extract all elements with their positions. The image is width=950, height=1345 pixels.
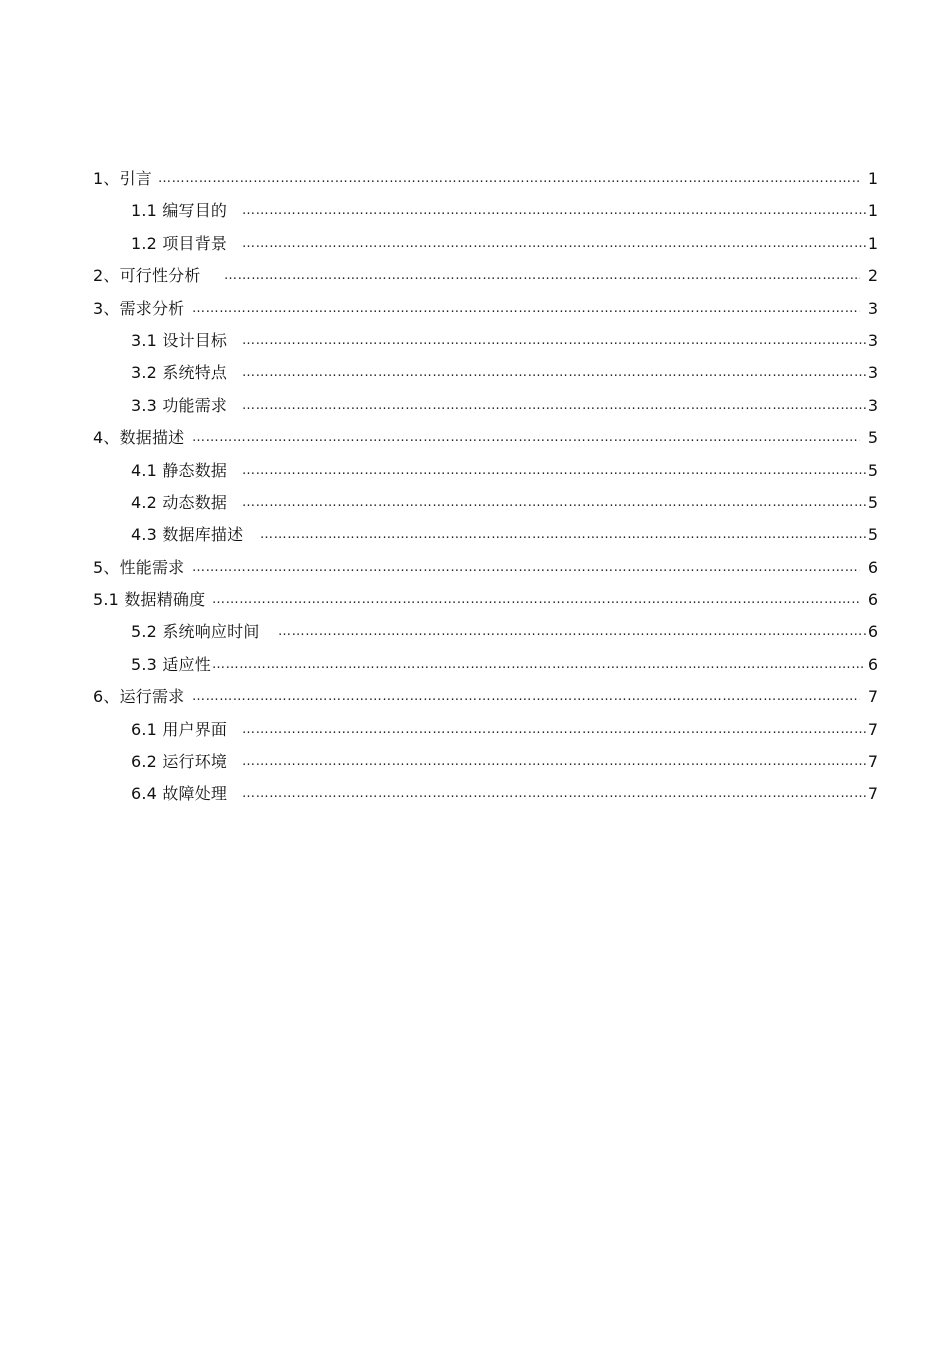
- toc-entry-label: 3.2 系统特点: [131, 357, 227, 389]
- toc-entry[interactable]: [0, 746, 950, 778]
- dot-leader: [158, 163, 860, 195]
- toc-entry[interactable]: [0, 293, 950, 325]
- toc-entry[interactable]: [0, 325, 950, 357]
- toc-entry-label: 5.2 系统响应时间: [131, 616, 260, 648]
- toc-entry[interactable]: [0, 649, 950, 681]
- toc-entry-label: 4.3 数据库描述: [131, 519, 243, 551]
- dot-leader: [224, 260, 860, 292]
- toc-page-number: 5: [868, 422, 878, 454]
- toc-entry-label: 1.1 编写目的: [131, 195, 227, 227]
- toc-entry-label: 3.1 设计目标: [131, 325, 227, 357]
- toc-entry-label: 6.2 运行环境: [131, 746, 227, 778]
- toc-page-number: 1: [868, 195, 878, 227]
- toc-entry-label: 6.4 故障处理: [131, 778, 227, 810]
- toc-entry[interactable]: [0, 487, 950, 519]
- dot-leader: [212, 649, 866, 681]
- toc-page-number: 3: [868, 357, 878, 389]
- toc-page-number: 5: [868, 455, 878, 487]
- toc-entry[interactable]: [0, 552, 950, 584]
- toc-entry-label: 3.3 功能需求: [131, 390, 227, 422]
- toc-page-number: 6: [868, 584, 878, 616]
- toc-page-number: 2: [868, 260, 878, 292]
- dot-leader: [192, 552, 860, 584]
- toc-page-number: 7: [868, 681, 878, 713]
- toc-entry[interactable]: [0, 584, 950, 616]
- toc-entry[interactable]: [0, 616, 950, 648]
- toc-page-number: 7: [868, 778, 878, 810]
- dot-leader: [212, 584, 860, 616]
- toc-entry[interactable]: [0, 519, 950, 551]
- toc-page-number: 3: [868, 293, 878, 325]
- toc-page-number: 7: [868, 746, 878, 778]
- toc-entry[interactable]: [0, 195, 950, 227]
- toc-page-number: 6: [868, 649, 878, 681]
- dot-leader: [192, 293, 860, 325]
- toc-page-number: 5: [868, 519, 878, 551]
- dot-leader: [242, 325, 866, 357]
- toc-entry[interactable]: [0, 714, 950, 746]
- toc-entry[interactable]: [0, 681, 950, 713]
- toc-entry[interactable]: [0, 422, 950, 454]
- dot-leader: [242, 228, 866, 260]
- toc-entry-label: 1.2 项目背景: [131, 228, 227, 260]
- toc-entry[interactable]: [0, 260, 950, 292]
- toc-entry[interactable]: [0, 390, 950, 422]
- dot-leader: [242, 487, 866, 519]
- toc-entry-label: 5.3 适应性: [131, 649, 211, 681]
- dot-leader: [242, 455, 866, 487]
- dot-leader: [242, 195, 866, 227]
- dot-leader: [278, 616, 866, 648]
- toc-entry[interactable]: [0, 455, 950, 487]
- toc-page-number: 5: [868, 487, 878, 519]
- dot-leader: [242, 746, 866, 778]
- dot-leader: [192, 681, 860, 713]
- toc-entry-label: 4.2 动态数据: [131, 487, 227, 519]
- toc-page-number: 3: [868, 325, 878, 357]
- table-of-contents: [0, 163, 950, 811]
- dot-leader: [242, 390, 866, 422]
- toc-page-number: 6: [868, 552, 878, 584]
- toc-page-number: 1: [868, 228, 878, 260]
- toc-entry[interactable]: [0, 778, 950, 810]
- toc-entry-label: 4.1 静态数据: [131, 455, 227, 487]
- dot-leader: [242, 714, 866, 746]
- toc-entry-label: 3、需求分析: [93, 293, 184, 325]
- toc-entry-label: 4、数据描述: [93, 422, 184, 454]
- toc-entry[interactable]: [0, 228, 950, 260]
- dot-leader: [192, 422, 860, 454]
- toc-entry-label: 6、运行需求: [93, 681, 184, 713]
- toc-entry[interactable]: [0, 163, 950, 195]
- toc-entry-label: 6.1 用户界面: [131, 714, 227, 746]
- dot-leader: [260, 519, 866, 551]
- toc-entry-label: 2、可行性分析: [93, 260, 201, 292]
- toc-entry-label: 1、引言: [93, 163, 152, 195]
- toc-entry-label: 5.1 数据精确度: [93, 584, 205, 616]
- toc-page-number: 6: [868, 616, 878, 648]
- toc-entry-label: 5、性能需求: [93, 552, 184, 584]
- toc-page-number: 1: [868, 163, 878, 195]
- toc-page-number: 3: [868, 390, 878, 422]
- toc-entry[interactable]: [0, 357, 950, 389]
- dot-leader: [242, 778, 866, 810]
- toc-page-number: 7: [868, 714, 878, 746]
- dot-leader: [242, 357, 866, 389]
